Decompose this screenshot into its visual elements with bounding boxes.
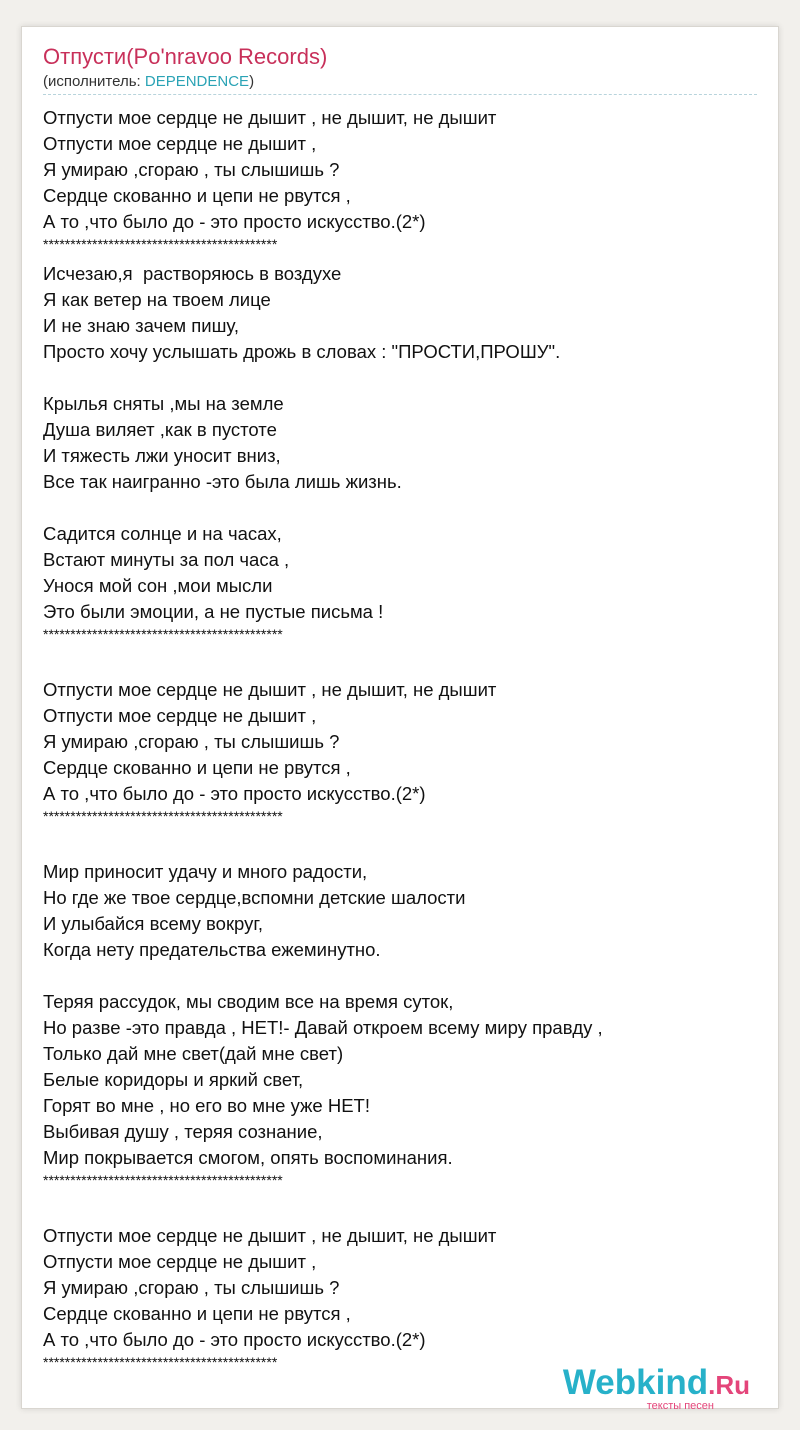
lyric-line: Отпусти мое сердце не дышит , не дышит, не дышит: [43, 1225, 497, 1246]
lyrics-card: [21, 26, 779, 1412]
lyric-line: Это были эмоции, а не пустые письма !: [43, 601, 384, 622]
lyric-line: Унося мой сон ,мои мысли: [43, 575, 273, 596]
blank-line: [43, 495, 763, 521]
lyric-line: Белые коридоры и яркий свет,: [43, 1069, 304, 1090]
blank-line: [43, 1197, 763, 1223]
blank-line: [43, 365, 763, 391]
lyric-line: Просто хочу услышать дрожь в словах : "ПРОСТИ,ПРОШУ".: [43, 341, 561, 362]
lyric-line: Исчезаю,я растворяюсь в воздухе: [43, 263, 342, 284]
logo-tagline: тексты песен: [646, 1400, 714, 1412]
lyric-line: Только дай мне свет(дай мне свет): [43, 1043, 344, 1064]
title-divider: [43, 94, 757, 95]
lyric-line: Сердце скованно и цепи не рвутся ,: [43, 757, 351, 778]
lyric-line: Отпусти мое сердце не дышит ,: [43, 705, 317, 726]
lyric-line: Мир приносит удачу и много радости,: [43, 861, 368, 882]
song-title: Отпусти(Po'nravoo Records): [43, 44, 328, 69]
lyric-line: А то ,что было до - это просто искусство.(2*): [43, 211, 426, 232]
blank-line: [43, 963, 763, 989]
site-logo[interactable]: [550, 1364, 750, 1414]
lyric-line: Я умираю ,сгораю , ты слышишь ?: [43, 159, 340, 180]
artist-prefix: (исполнитель:: [43, 73, 145, 90]
separator-line: ********************************************: [43, 626, 283, 642]
lyric-line: Горят во мне , но его во мне уже НЕТ!: [43, 1095, 370, 1116]
blank-line: [43, 651, 763, 677]
separator-line: ********************************************: [43, 808, 283, 824]
lyric-line: Я как ветер на твоем лице: [43, 289, 271, 310]
lyric-line: Я умираю ,сгораю , ты слышишь ?: [43, 1277, 340, 1298]
lyric-line: Сердце скованно и цепи не рвутся ,: [43, 185, 351, 206]
lyric-line: Все так наигранно -это была лишь жизнь.: [43, 471, 402, 492]
lyric-line: Но где же твое сердце,вспомни детские шалости: [43, 887, 466, 908]
lyric-line: Отпусти мое сердце не дышит , не дышит, не дышит: [43, 107, 497, 128]
lyric-line: Встают минуты за пол часа ,: [43, 549, 290, 570]
logo-wordmark: [550, 1364, 750, 1404]
lyrics-text: [43, 105, 763, 1379]
lyric-line: Отпусти мое сердце не дышит , не дышит, не дышит: [43, 679, 497, 700]
lyric-line: А то ,что было до - это просто искусство.(2*): [43, 1329, 426, 1350]
lyric-line: Но разве -это правда , НЕТ!- Давай откроем всему миру правду ,: [43, 1017, 603, 1038]
lyric-line: Душа виляет ,как в пустоте: [43, 419, 277, 440]
logo-word: Webkind: [562, 1363, 709, 1402]
lyric-line: Теряя рассудок, мы сводим все на время суток,: [43, 991, 454, 1012]
lyric-line: И улыбайся всему вокруг,: [43, 913, 264, 934]
lyric-line: Крылья сняты ,мы на земле: [43, 393, 284, 414]
lyric-line: Мир покрывается смогом, опять воспоминания.: [43, 1147, 453, 1168]
lyric-line: И не знаю зачем пишу,: [43, 315, 239, 336]
separator-line: ********************************************: [43, 1172, 283, 1188]
blank-line: [43, 833, 763, 859]
lyric-line: Я умираю ,сгораю , ты слышишь ?: [43, 731, 340, 752]
lyric-line: Сердце скованно и цепи не рвутся ,: [43, 1303, 351, 1324]
artist-line: [43, 73, 254, 91]
lyric-line: А то ,что было до - это просто искусство.(2*): [43, 783, 426, 804]
artist-suffix: ): [249, 73, 255, 90]
lyric-line: Отпусти мое сердце не дышит ,: [43, 1251, 317, 1272]
separator-line: *******************************************: [43, 236, 278, 252]
lyric-line: И тяжесть лжи уносит вниз,: [43, 445, 281, 466]
lyric-line: Когда нету предательства ежеминутно.: [43, 939, 381, 960]
lyric-line: Отпусти мое сердце не дышит ,: [43, 133, 317, 154]
separator-line: *******************************************: [43, 1354, 278, 1370]
artist-link[interactable]: DEPENDENCE: [144, 73, 250, 90]
logo-tld: .Ru: [708, 1370, 750, 1400]
lyric-line: Выбивая душу , теряя сознание,: [43, 1121, 323, 1142]
lyric-line: Садится солнце и на часах,: [43, 523, 282, 544]
